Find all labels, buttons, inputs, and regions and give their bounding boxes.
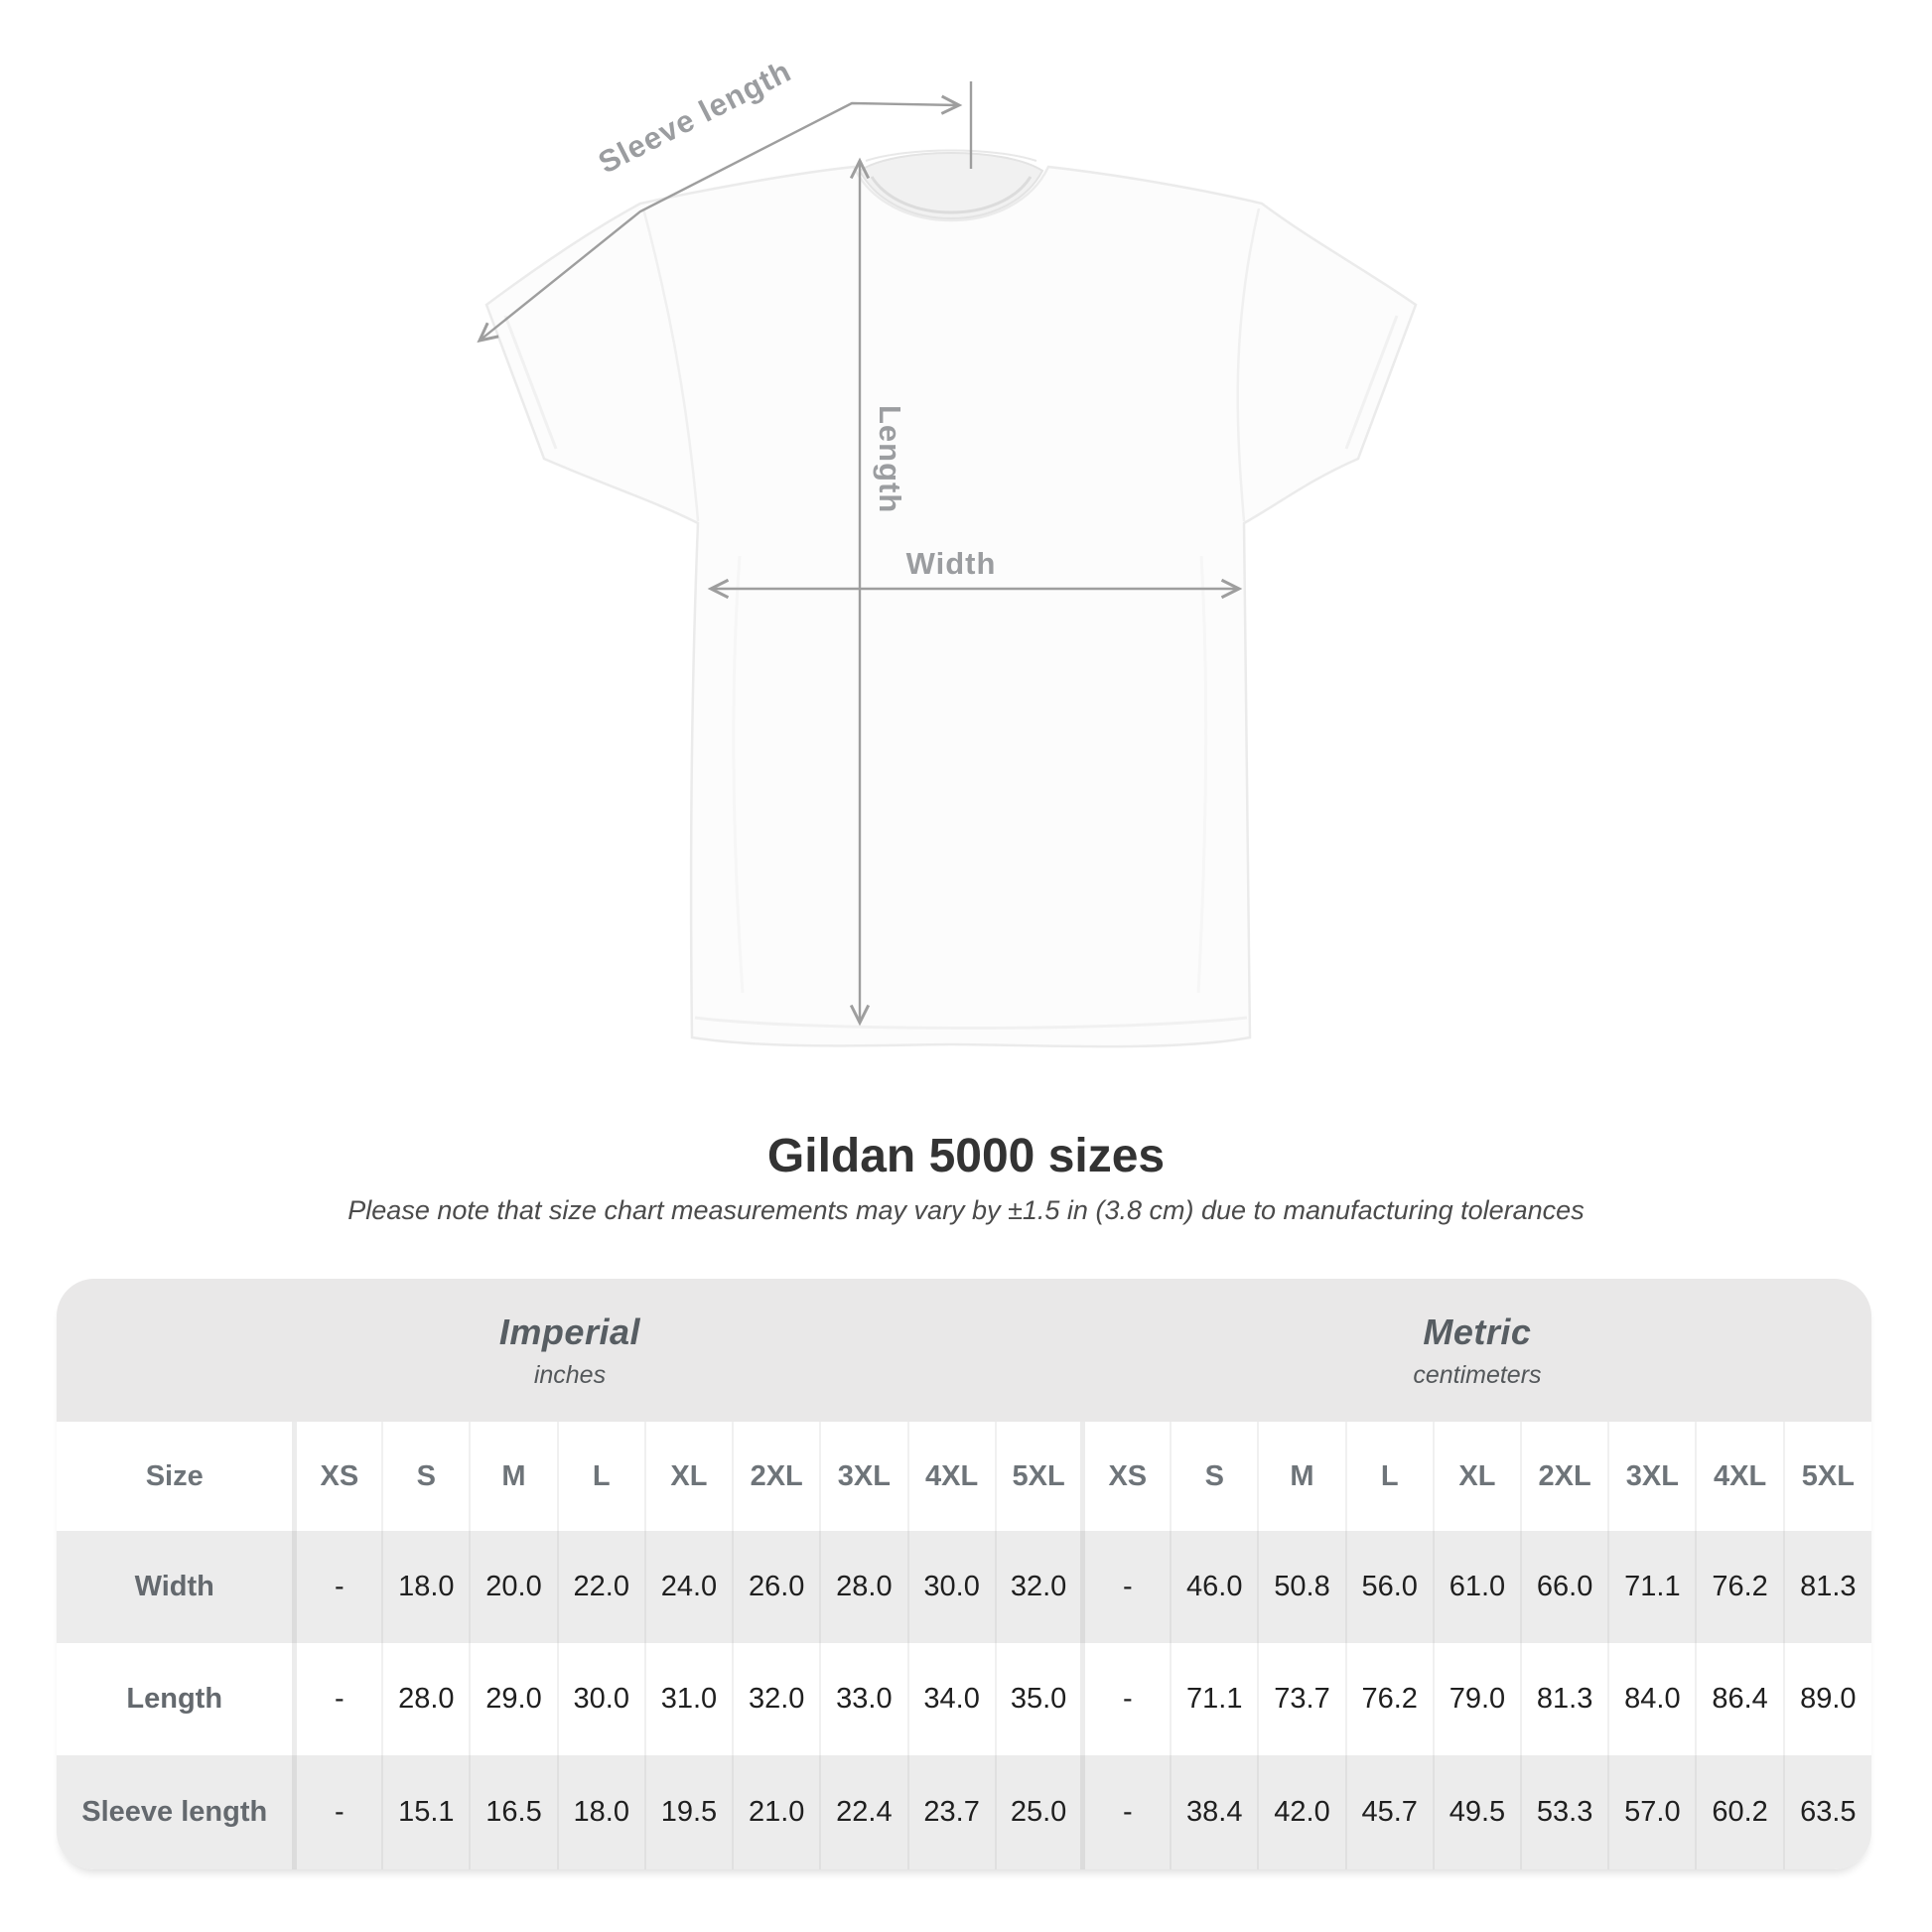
value-cell: 20.0 [470,1531,557,1643]
table-header-row [57,1422,1871,1531]
metric-label: Metric [1423,1311,1532,1352]
value-cell: 63.5 [1784,1755,1871,1869]
value-cell: 66.0 [1521,1531,1608,1643]
value-cell: 45.7 [1346,1755,1434,1869]
value-cell: 28.0 [820,1531,907,1643]
value-cell: 38.4 [1171,1755,1258,1869]
size-header: 3XL [820,1422,907,1531]
value-cell: 16.5 [470,1755,557,1869]
size-header: XS [1083,1422,1171,1531]
size-header: 3XL [1608,1422,1696,1531]
value-cell: 42.0 [1258,1755,1345,1869]
value-cell: 32.0 [996,1531,1083,1643]
value-cell: 30.0 [908,1531,996,1643]
value-cell: - [295,1643,382,1755]
size-header: XL [1434,1422,1521,1531]
row-label: Length [126,1683,223,1715]
size-header: 5XL [996,1422,1083,1531]
table-row [57,1755,1871,1869]
value-cell: 76.2 [1346,1643,1434,1755]
value-cell: 22.4 [820,1755,907,1869]
value-cell: 21.0 [733,1755,820,1869]
row-label: Sleeve length [81,1796,268,1828]
table-row [57,1643,1871,1755]
value-cell: - [295,1755,382,1869]
size-header: 2XL [733,1422,820,1531]
table-row [57,1531,1871,1643]
page-title: Gildan 5000 sizes [766,1130,1166,1182]
value-cell: 29.0 [470,1643,557,1755]
size-header: 4XL [908,1422,996,1531]
size-header: M [470,1422,557,1531]
value-cell: 19.5 [645,1755,733,1869]
value-cell: 15.1 [382,1755,470,1869]
size-header: L [558,1422,645,1531]
metric-unit-label: centimeters [1413,1360,1542,1389]
value-cell: 23.7 [908,1755,996,1869]
value-cell: 89.0 [1784,1643,1871,1755]
value-cell: - [295,1531,382,1643]
value-cell: 56.0 [1346,1531,1434,1643]
row-label: Width [134,1571,214,1602]
value-cell: 73.7 [1258,1643,1345,1755]
value-cell: - [1083,1643,1171,1755]
imperial-label: Imperial [498,1311,640,1352]
value-cell: 30.0 [558,1643,645,1755]
value-cell: 34.0 [908,1643,996,1755]
value-cell: 26.0 [733,1531,820,1643]
page-subtitle: Please note that size chart measurements may vary by ±1.5 in (3.8 cm) due to manufacturing tolerances [347,1195,1585,1225]
value-cell: 84.0 [1608,1643,1696,1755]
value-cell: - [1083,1755,1171,1869]
metric-section-header [1083,1279,1871,1422]
value-cell: 22.0 [558,1531,645,1643]
imperial-unit-label: inches [533,1360,607,1389]
value-cell: 79.0 [1434,1643,1521,1755]
value-cell: 61.0 [1434,1531,1521,1643]
imperial-section-header [57,1279,1083,1422]
length-label: Length [873,405,907,514]
unit-section-band [57,1279,1871,1422]
value-cell: 81.3 [1521,1643,1608,1755]
value-cell: 76.2 [1696,1531,1783,1643]
value-cell: 18.0 [558,1755,645,1869]
value-cell: 53.3 [1521,1755,1608,1869]
size-header: 4XL [1696,1422,1783,1531]
size-table [57,1422,1871,1869]
value-cell: 18.0 [382,1531,470,1643]
value-cell: 24.0 [645,1531,733,1643]
size-header: S [382,1422,470,1531]
width-label: Width [905,546,997,581]
heading [0,1130,1932,1227]
value-cell: 35.0 [996,1643,1083,1755]
size-header: XS [295,1422,382,1531]
size-table-card [57,1279,1871,1869]
value-cell: 71.1 [1608,1531,1696,1643]
value-cell: - [1083,1531,1171,1643]
value-cell: 50.8 [1258,1531,1345,1643]
value-cell: 31.0 [645,1643,733,1755]
size-header: 5XL [1784,1422,1871,1531]
value-cell: 57.0 [1608,1755,1696,1869]
size-header: XL [645,1422,733,1531]
value-cell: 49.5 [1434,1755,1521,1869]
size-header: 2XL [1521,1422,1608,1531]
value-cell: 81.3 [1784,1531,1871,1643]
value-cell: 46.0 [1171,1531,1258,1643]
value-cell: 33.0 [820,1643,907,1755]
value-cell: 86.4 [1696,1643,1783,1755]
value-cell: 25.0 [996,1755,1083,1869]
value-cell: 28.0 [382,1643,470,1755]
size-header: M [1258,1422,1345,1531]
value-cell: 71.1 [1171,1643,1258,1755]
tshirt-outline [486,167,1416,1046]
value-cell: 32.0 [733,1643,820,1755]
value-cell: 60.2 [1696,1755,1783,1869]
size-header: S [1171,1422,1258,1531]
size-header: L [1346,1422,1434,1531]
sleeve-length-label: Sleeve length [592,53,797,181]
size-column-header: Size [145,1459,204,1492]
